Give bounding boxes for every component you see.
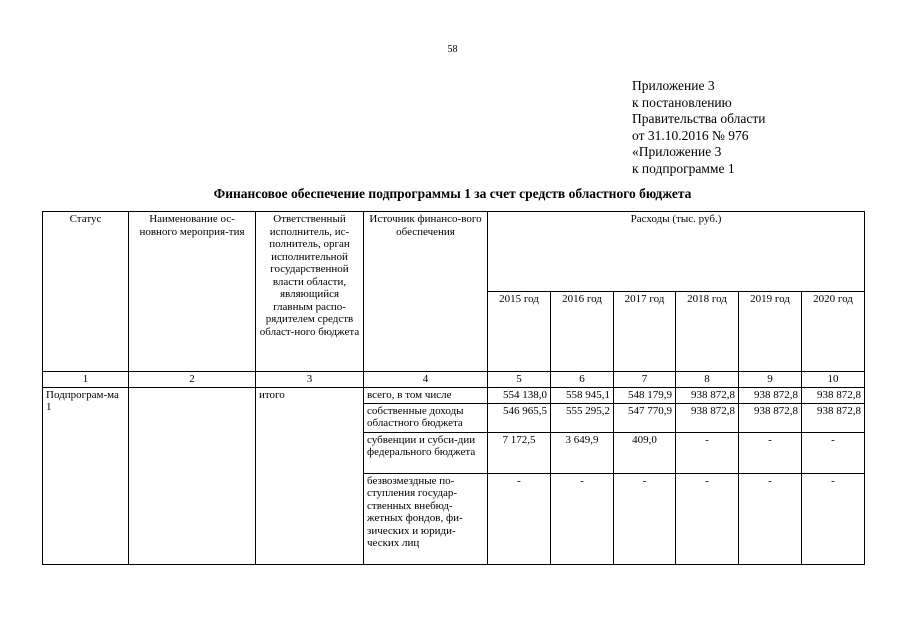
value-cell: - [802,473,865,564]
table-row [43,387,865,403]
header-status: Статус [43,212,129,372]
appendix-line: к постановлению [632,94,732,110]
header-year: 2019 год [739,292,802,372]
column-number: 7 [614,372,676,388]
column-number: 5 [488,372,551,388]
header-source: Источник финансо-вого обеспечения [364,212,488,372]
value-cell: 938 872,8 [676,387,739,403]
column-number: 2 [129,372,256,388]
financing-table [42,211,865,565]
column-number: 9 [739,372,802,388]
header-year: 2018 год [676,292,739,372]
value-cell: - [739,473,802,564]
header-event-name: Наименование ос-новного мероприя-тия [129,212,256,372]
column-number: 8 [676,372,739,388]
source-cell: всего, в том числе [364,387,488,403]
header-executor: Ответственный исполнитель, ис-полнитель, орган исполнительной государственной власти области, являющийся главным распо-рядителем средств област-ного бюджета [256,212,364,372]
appendix-line: «Приложение 3 [632,144,722,159]
column-number: 10 [802,372,865,388]
source-cell: безвозмездные по-ступления государ-ственных внебюд-жетных фондов, фи-зических и юриди-ческих лиц [364,473,488,564]
header-year: 2015 год [488,292,551,372]
value-cell: 938 872,8 [739,403,802,432]
value-cell: 3 649,9 [551,432,614,473]
executor-cell: итого [256,387,364,564]
page-number: 58 [447,44,458,55]
value-cell: - [676,432,739,473]
appendix-line: Правительства области [632,111,766,126]
column-number: 4 [364,372,488,388]
status-cell: Подпрограм-ма 1 [43,387,129,564]
value-cell: - [676,473,739,564]
appendix-line: от 31.10.2016 № 976 [632,127,749,143]
source-cell: субвенции и субси-дии федерального бюджета [364,432,488,473]
value-cell: 548 179,9 [614,387,676,403]
value-cell: 409,0 [614,432,676,473]
value-cell: 546 965,5 [488,403,551,432]
appendix-line: к подпрограмме 1 [632,160,735,176]
header-row [43,212,865,292]
header-year: 2020 год [802,292,865,372]
column-numbers-row [43,372,865,388]
source-cell: собственные доходы областного бюджета [364,403,488,432]
value-cell: 554 138,0 [488,387,551,403]
value-cell: 938 872,8 [802,387,865,403]
value-cell: - [739,432,802,473]
appendix-block [632,78,765,177]
document-title: Финансовое обеспечение подпрограммы 1 за счет средств областного бюджета [213,186,692,201]
value-cell: 938 872,8 [802,403,865,432]
header-year: 2016 год [551,292,614,372]
column-number: 3 [256,372,364,388]
value-cell: - [488,473,551,564]
value-cell: 547 770,9 [614,403,676,432]
value-cell: 555 295,2 [551,403,614,432]
column-number: 1 [43,372,129,388]
value-cell: 938 872,8 [676,403,739,432]
value-cell: - [802,432,865,473]
header-expenses: Расходы (тыс. руб.) [488,212,865,292]
value-cell: 7 172,5 [488,432,551,473]
column-number: 6 [551,372,614,388]
event-name-cell [129,387,256,564]
value-cell: 558 945,1 [551,387,614,403]
value-cell: - [551,473,614,564]
appendix-line: Приложение 3 [632,78,715,93]
value-cell: - [614,473,676,564]
value-cell: 938 872,8 [739,387,802,403]
header-year: 2017 год [614,292,676,372]
